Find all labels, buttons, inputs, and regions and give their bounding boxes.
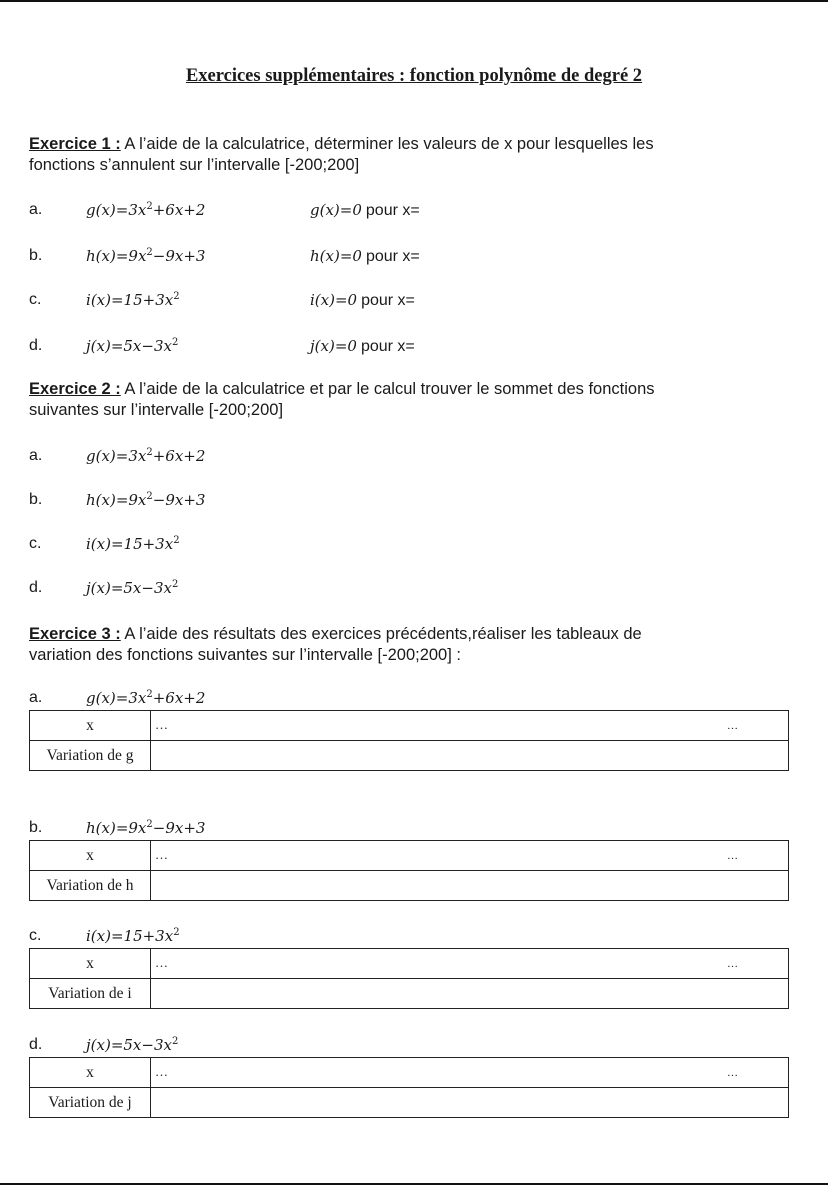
- ex2-item-c-function: $i(x)=15+3x^2$: [86, 535, 180, 553]
- variation-table-g-right-dots: …: [727, 720, 738, 732]
- ex1-item-d-rhs: j(x)=0: [310, 337, 357, 355]
- variation-table-i-right-dots: …: [727, 958, 738, 970]
- ex2-item-b-function: $h(x)=9x^2-9x+3$: [86, 491, 206, 509]
- variation-table-i-left-dots: …: [155, 955, 169, 970]
- variation-table-h: [29, 840, 789, 901]
- ex1-item-a-function: $g(x)=3x^2+6x+2$: [86, 201, 206, 219]
- variation-table-i-var-label: Variation de i: [30, 979, 151, 1009]
- ex3-item-a-letter: a.: [29, 689, 43, 706]
- ex1-item-c-rhs: i(x)=0: [310, 291, 358, 309]
- variation-table-g-x-label: x: [30, 711, 151, 741]
- ex3-text-line1: A l’aide des résultats des exercices précédents,réaliser les tableaux de: [120, 625, 642, 643]
- variation-table-j-x-row: [30, 1058, 789, 1088]
- ex3-item-c-letter: c.: [29, 927, 42, 944]
- ex2-item-c-letter: c.: [29, 535, 42, 552]
- ex2-text-line1: A l’aide de la calculatrice et par le calcul trouver le sommet des fonctions: [120, 380, 655, 398]
- ex2-item-d-function: $j(x)=5x-3x^2$: [86, 579, 179, 597]
- ex2-item-a-function: $g(x)=3x^2+6x+2$: [86, 447, 206, 465]
- variation-table-i-x-label: x: [30, 949, 151, 979]
- ex1-item-b-condition: [310, 247, 420, 266]
- ex1-item-c-name: i: [86, 291, 91, 309]
- variation-table-h-var-cell[interactable]: [151, 871, 789, 901]
- variation-table-g-x-values[interactable]: [151, 711, 789, 741]
- ex3-statement: [29, 624, 799, 666]
- variation-table-j-left-dots: …: [155, 1064, 169, 1079]
- variation-table-h-x-values[interactable]: [151, 841, 789, 871]
- ex2-item-b-letter: b.: [29, 491, 43, 508]
- ex1-item-b-rhs: h(x)=0: [310, 247, 362, 265]
- ex1-text-line2: fonctions s’annulent sur l’intervalle [-200;200]: [29, 156, 360, 174]
- variation-table-j: [29, 1057, 789, 1118]
- ex1-item-c-pour: pour x=: [361, 292, 415, 309]
- variation-table-g-var-cell[interactable]: [151, 741, 789, 771]
- variation-table-j-var-cell[interactable]: [151, 1088, 789, 1118]
- variation-table-i: [29, 948, 789, 1009]
- ex3-item-d-letter: d.: [29, 1036, 43, 1053]
- ex3-item-a-function: $g(x)=3x^2+6x+2$: [86, 689, 206, 707]
- ex2-heading: Exercice 2 :: [29, 380, 121, 398]
- top-rule: [0, 0, 828, 2]
- variation-table-i-x-values[interactable]: [151, 949, 789, 979]
- variation-table-g-left-dots: …: [155, 717, 169, 732]
- ex1-item-d-pour: pour x=: [360, 338, 415, 355]
- variation-table-i-var-cell[interactable]: [151, 979, 789, 1009]
- variation-table-i-var-row: [30, 979, 789, 1009]
- ex1-heading: Exercice 1 :: [29, 135, 121, 153]
- variation-table-j-right-dots: …: [727, 1067, 738, 1079]
- ex3-text-line2: variation des fonctions suivantes sur l’intervalle [-200;200] :: [29, 646, 461, 664]
- variation-table-h-x-label: x: [30, 841, 151, 871]
- variation-table-g-var-row: [30, 741, 789, 771]
- ex1-item-a-condition: [310, 201, 420, 220]
- ex1-item-a-name: g: [86, 201, 96, 219]
- ex1-item-c-letter: c.: [29, 291, 42, 308]
- ex2-item-a-letter: a.: [29, 447, 43, 464]
- ex1-statement: [29, 134, 799, 176]
- ex1-item-a-pour: pour x=: [365, 202, 420, 219]
- variation-table-j-x-values[interactable]: [151, 1058, 789, 1088]
- variation-table-h-x-row: [30, 841, 789, 871]
- ex3-item-b-function: $h(x)=9x^2-9x+3$: [86, 819, 206, 837]
- ex1-item-b-letter: b.: [29, 247, 43, 264]
- ex1-item-d-name: j: [86, 337, 91, 355]
- page-title: Exercices supplémentaires : fonction polynôme de degré 2: [185, 66, 643, 86]
- ex1-item-c-function: $i(x)=15+3x^2$: [86, 291, 180, 309]
- ex2-item-d-letter: d.: [29, 579, 43, 596]
- bottom-rule: [0, 1183, 828, 1185]
- variation-table-g-var-label: Variation de g: [30, 741, 151, 771]
- ex1-item-a-rhs: g(x)=0: [310, 201, 362, 219]
- ex2-statement: [29, 379, 799, 421]
- ex1-item-b-name: h: [86, 247, 96, 265]
- ex1-item-a-letter: a.: [29, 201, 43, 218]
- ex3-item-d-function: $j(x)=5x-3x^2$: [86, 1036, 179, 1054]
- variation-table-g-x-row: [30, 711, 789, 741]
- ex1-item-d-condition: [310, 337, 415, 356]
- ex3-item-b-letter: b.: [29, 819, 43, 836]
- variation-table-g: [29, 710, 789, 771]
- ex3-item-c-function: $i(x)=15+3x^2$: [86, 927, 180, 945]
- ex1-item-d-function: $j(x)=5x-3x^2$: [86, 337, 179, 355]
- ex3-heading: Exercice 3 :: [29, 625, 121, 643]
- variation-table-h-var-label: Variation de h: [30, 871, 151, 901]
- variation-table-j-var-row: [30, 1088, 789, 1118]
- ex1-item-b-pour: pour x=: [365, 248, 420, 265]
- variation-table-h-right-dots: …: [727, 850, 738, 862]
- ex1-item-b-function: $h(x)=9x^2-9x+3$: [86, 247, 206, 265]
- variation-table-j-var-label: Variation de j: [30, 1088, 151, 1118]
- ex1-item-d-letter: d.: [29, 337, 43, 354]
- variation-table-j-x-label: x: [30, 1058, 151, 1088]
- variation-table-h-left-dots: …: [155, 847, 169, 862]
- ex1-item-c-condition: [310, 291, 415, 310]
- variation-table-h-var-row: [30, 871, 789, 901]
- ex1-text-line1: A l’aide de la calculatrice, déterminer les valeurs de x pour lesquelles les: [120, 135, 654, 153]
- variation-table-i-x-row: [30, 949, 789, 979]
- ex2-text-line2: suivantes sur l’intervalle [-200;200]: [29, 401, 284, 419]
